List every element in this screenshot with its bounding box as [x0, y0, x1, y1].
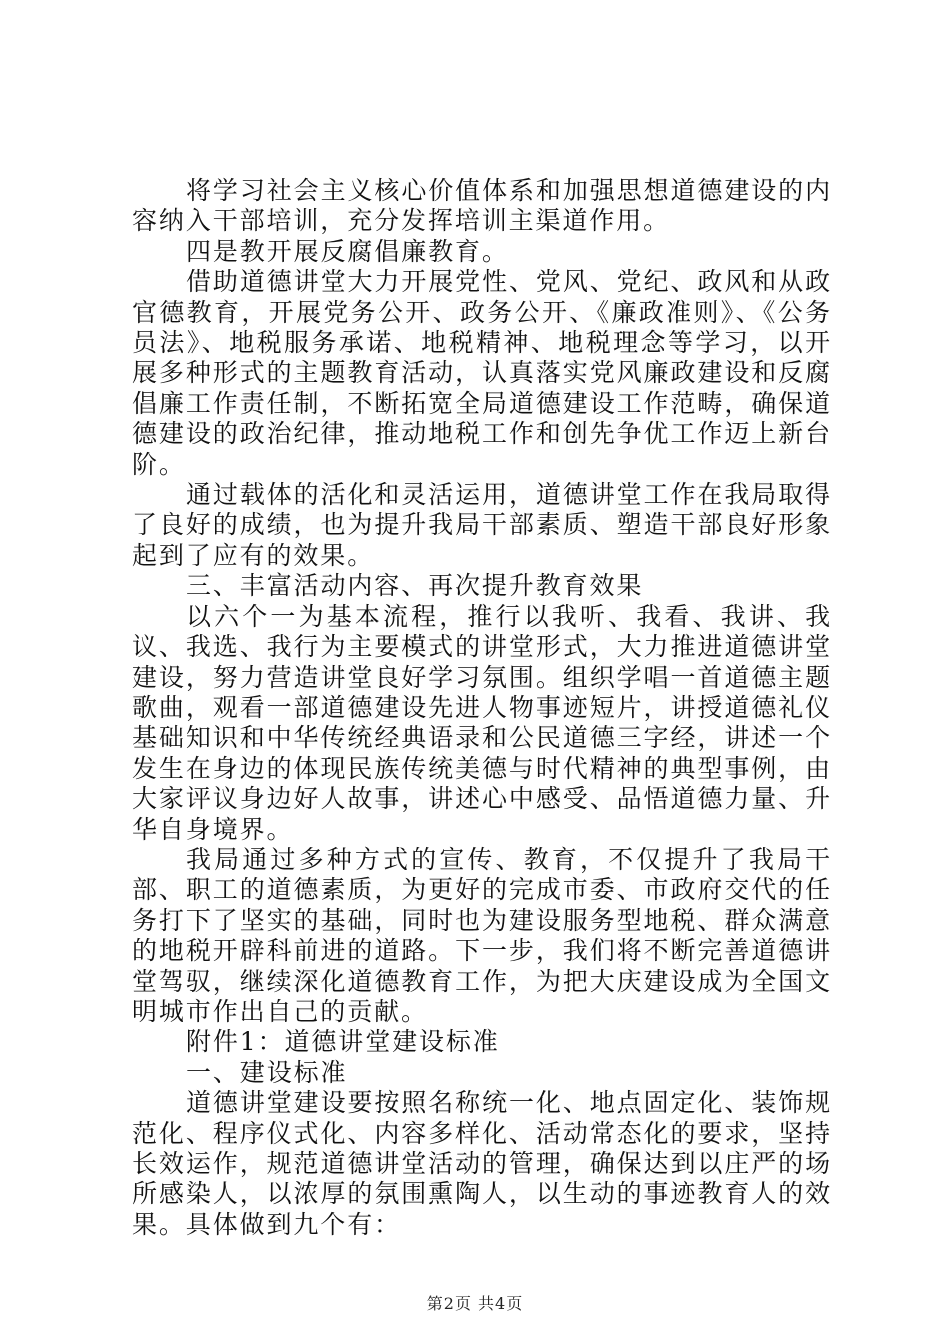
page-number-footer: 第2页 共4页: [426, 1294, 524, 1313]
paragraph-six-ones-process: 以六个一为基本流程，推行以我听、我看、我讲、我议、我选、我行为主要模式的讲堂形式，大力推进道德讲堂建设，努力营造讲堂良好学习氛围。组织学唱一首道德主题歌曲，观看一部道德建设先进人物事迹短片，讲授道德礼仪基础知识和中华传统经典语录和公民道德三字经，讲述一个发生在身边的体现民族传统美德与时代精神的典型事例，由大家评议身边好人故事，讲述心中感受、品悟道德力量、升华自身境界。: [132, 601, 832, 844]
paragraph-standards-heading: 一、建设标准: [186, 1057, 348, 1087]
paragraph-summary: 我局通过多种方式的宣传、教育，不仅提升了我局干部、职工的道德素质，为更好的完成市委、市政府交代的任务打下了坚实的基础，同时也为建设服务型地税、群众满意的地税开辟科前进的道路。下一步，我们将不断完善道德讲堂驾驭，继续深化道德教育工作，为把大庆建设成为全国文明城市作出自己的贡献。: [132, 844, 832, 1026]
paragraph-results: 通过载体的活化和灵活运用，道德讲堂工作在我局取得了良好的成绩，也为提升我局干部素质、塑造干部良好形象起到了应有的效果。: [132, 480, 832, 570]
paragraph-moral-lecture-education: 借助道德讲堂大力开展党性、党风、党纪、政风和从政官德教育，开展党务公开、政务公开、《廉政准则》、《公务员法》、地税服务承诺、地税精神、地税理念等学习，以开展多种形式的主题教育活动，认真落实党风廉政建设和反腐倡廉工作责任制，不断拓宽全局道德建设工作范畴，确保道德建设的政治纪律，推动地税工作和创先争优工作迈上新台阶。: [132, 267, 832, 479]
paragraph-training: 将学习社会主义核心价值体系和加强思想道德建设的内容纳入干部培训，充分发挥培训主渠道作用。: [132, 176, 832, 236]
paragraph-attachment-title: 附件1：道德讲堂建设标准: [186, 1027, 500, 1057]
document-body: [132, 176, 832, 1240]
paragraph-section-three-heading: 三、丰富活动内容、再次提升教育效果: [186, 571, 644, 601]
paragraph-anticorruption-heading: 四是教开展反腐倡廉教育。: [186, 236, 509, 266]
paragraph-standards-body: 道德讲堂建设要按照名称统一化、地点固定化、装饰规范化、程序仪式化、内容多样化、活动常态化的要求，坚持长效运作，规范道德讲堂活动的管理，确保达到以庄严的场所感染人，以浓厚的氛围熏陶人，以生动的事迹教育人的效果。具体做到九个有：: [132, 1088, 832, 1239]
